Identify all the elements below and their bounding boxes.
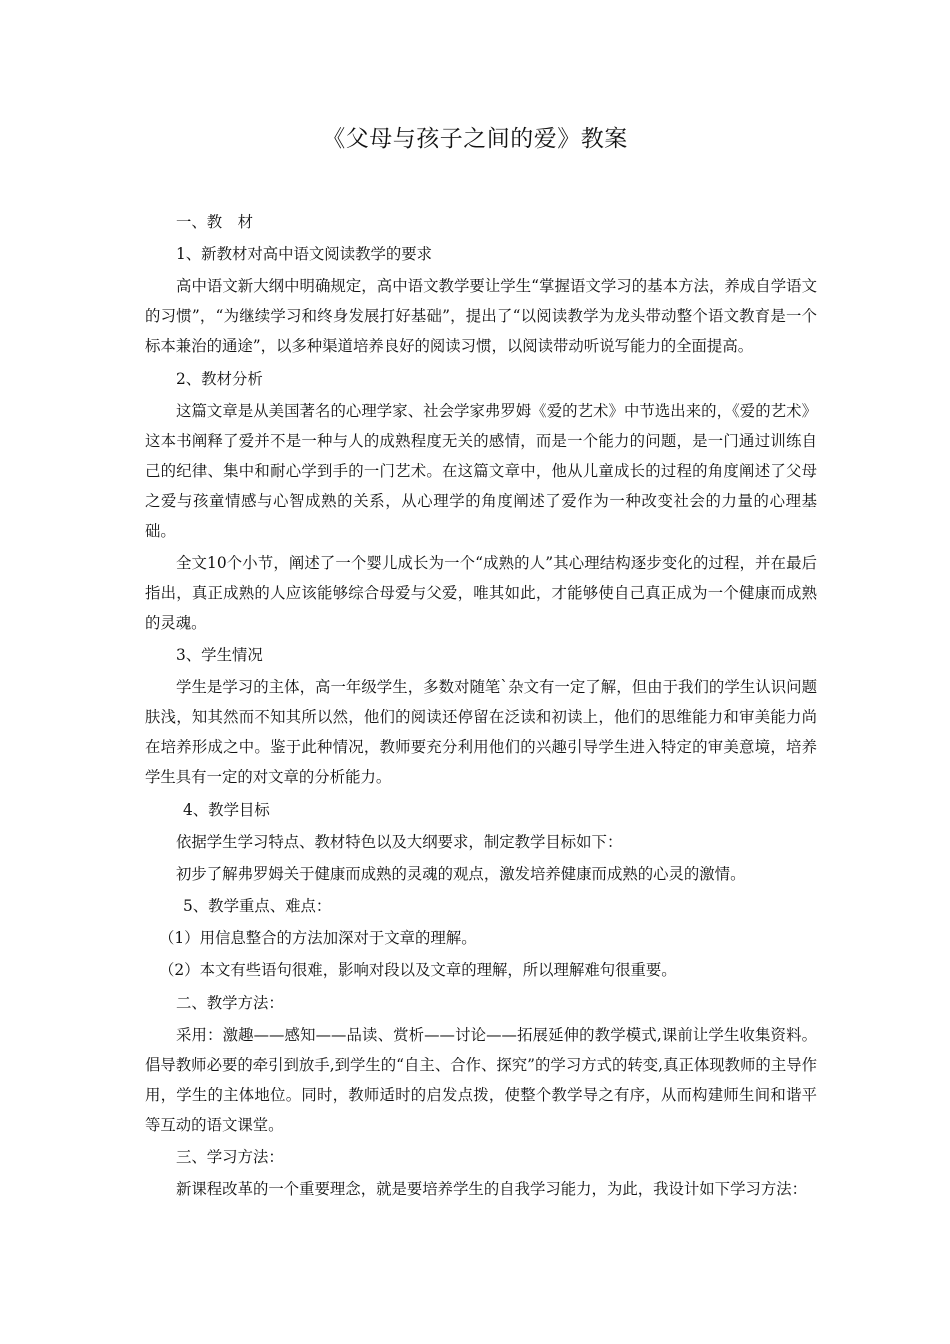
document-body: [145, 207, 817, 1206]
section-heading-learning-methods: 三、学习方法：: [176, 1148, 284, 1166]
paragraph-material-analysis: 这篇文章是从美国著名的心理学家、社会学家弗罗姆《爱的艺术》中节选出来的，《爱的艺术》这本书阐释了爱并不是一种与人的成熟程度无关的感情，而是一个能力的问题，是一门通过训练自己的纪律、集中和耐心学到手的一门艺术。在这篇文章中，他从儿童成长的过程的角度阐述了父母之爱与孩童情感与心智成熟的关系，从心理学的角度阐述了爱作为一种改变社会的力量的心理基础。: [145, 401, 817, 540]
paragraph-goals-basis: 依据学生学习特点、教材特色以及大纲要求，制定教学目标如下：: [176, 832, 623, 851]
subheading-student-situation: 3、学生情况: [176, 646, 263, 665]
subheading-key-points: 5、教学重点、难点：: [183, 897, 332, 916]
list-item-key-point-2: （2）本文有些语句很难，影响对段以及文章的理解，所以理解难句很重要。: [159, 961, 677, 980]
paragraph-syllabus: 高中语文新大纲中明确规定，高中语文教学要让学生“掌握语文学习的基本方法，养成自学语文的习惯”，“为继续学习和终身发展打好基础”，提出了“以阅读教学为龙头带动整个语文教育是一个标本兼治的通途”，以多种渠道培养良好的阅读习惯，以阅读带动听说写能力的全面提高。: [145, 277, 817, 356]
document-title: 《父母与孩子之间的爱》教案: [322, 126, 628, 152]
subheading-teaching-goals: 4、教学目标: [183, 800, 270, 819]
paragraph-goals-detail: 初步了解弗罗姆关于健康而成熟的灵魂的观点，激发培养健康而成熟的心灵的激情。: [176, 864, 746, 883]
paragraph-learning-methods: 新课程改革的一个重要理念，就是要培养学生的自我学习能力，为此，我设计如下学习方法：: [176, 1180, 808, 1199]
section-heading-teaching-methods: 二、教学方法：: [176, 993, 284, 1012]
section-heading-materials: 一、教 材: [176, 213, 253, 231]
paragraph-teaching-methods: 采用：激趣——感知——品读、赏析——讨论——拓展延伸的教学模式,课前让学生收集资料。倡导教师必要的牵引到放手,到学生的“自主、合作、探究”的学习方式的转变,真正体现教师的主导作用，学生的主体地位。同时，教师适时的启发点拨，使整个教学导之有序，从而构建师生间和谐平等互动的语文课堂。: [145, 1025, 817, 1134]
subheading-reading-requirements: 1、新教材对高中语文阅读教学的要求: [176, 245, 433, 264]
subheading-material-analysis: 2、教材分析: [176, 369, 263, 388]
list-item-key-point-1: （1）用信息整合的方法加深对于文章的理解。: [159, 929, 477, 948]
paragraph-student-situation: 学生是学习的主体，高一年级学生，多数对随笔`杂文有一定了解，但由于我们的学生认识问题肤浅，知其然而不知其所以然，他们的阅读还停留在泛读和初读上，他们的思维能力和审美能力尚在培养形成之中。鉴于此种情况，教师要充分利用他们的兴趣引导学生进入特定的审美意境，培养学生具有一定的对文章的分析能力。: [145, 678, 817, 787]
paragraph-structure: 全文10个小节，阐述了一个婴儿成长为一个“成熟的人”其心理结构逐步变化的过程，并在最后指出，真正成熟的人应该能够综合母爱与父爱，唯其如此，才能够使自己真正成为一个健康而成熟的灵魂。: [145, 553, 817, 632]
